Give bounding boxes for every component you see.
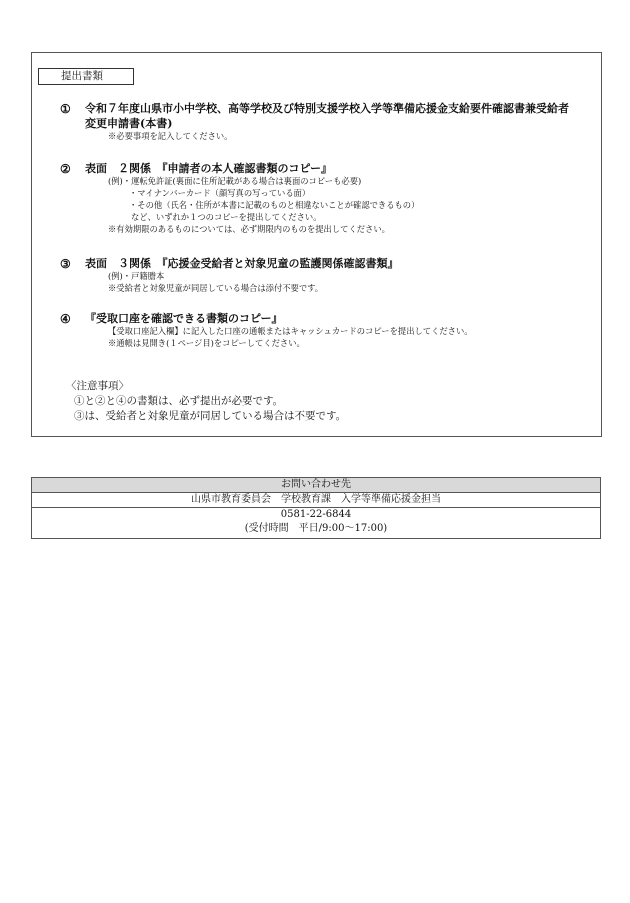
contact-table (31, 477, 601, 539)
item-number: ① (60, 102, 71, 116)
item-title: 『受取口座を確認できる書類のコピー』 (85, 312, 283, 325)
note-line: ③は、受給者と対象児童が同居している場合は不要です。 (74, 410, 347, 422)
item-detail: ※受給者と対象児童が同居している場合は添付不要です。 (108, 283, 324, 293)
item-title: 表面 ２関係 『申請者の本人確認書類のコピー』 (85, 162, 333, 175)
contact-heading: お問い合わせ先 (32, 478, 600, 493)
item-detail: ※必要事項を記入してください。 (108, 131, 233, 141)
item-title: 表面 ３関係 『応援金受給者と対象児童の監護関係確認書類』 (85, 257, 399, 270)
contact-hours: (受付時間 平日/9:00～17:00) (244, 523, 388, 534)
item-number: ④ (60, 312, 71, 326)
item-detail: ・その他（氏名・住所が本書に記載のものと相違ないことが確認できるもの） (129, 200, 420, 210)
required-documents-frame (31, 52, 602, 437)
item-detail: ※有効期限のあるものについては、必ず期限内のものを提出してください。 (108, 224, 390, 234)
item-number: ③ (60, 257, 71, 271)
item-number: ② (60, 162, 71, 176)
notes-title: 〈注意事項〉 (66, 380, 129, 392)
item-detail: ・マイナンバーカード（顔写真の写っている面） (129, 188, 311, 198)
required-documents-label: 提出書類 (38, 68, 134, 85)
contact-office: 山県市教育委員会 学校教育課 入学等準備応援金担当 (32, 493, 600, 508)
item-title-line-1: 令和７年度山県市小中学校、高等学校及び特別支援学校入学等準備応援金支給要件確認書兼受給者 (85, 102, 569, 115)
item-detail: (例)・戸籍謄本 (108, 271, 165, 281)
item-detail: (例)・運転免許証(裏面に住所記載がある場合は裏面のコピーも必要) (108, 176, 362, 186)
contact-phone-block (32, 508, 600, 538)
item-detail: ※通帳は見開き(１ページ目)をコピーしてください。 (108, 338, 305, 348)
note-line: ①と②と④の書類は、必ず提出が必要です。 (74, 395, 284, 407)
item-title-line-2: 変更申請書(本書) (85, 117, 173, 130)
contact-phone: 0581-22-6844 (280, 509, 352, 520)
item-detail: など、いずれか１つのコピーを提出してください。 (131, 212, 322, 222)
item-detail: 【受取口座記入欄】に記入した口座の通帳またはキャッシュカードのコピーを提出してください。 (108, 326, 473, 336)
